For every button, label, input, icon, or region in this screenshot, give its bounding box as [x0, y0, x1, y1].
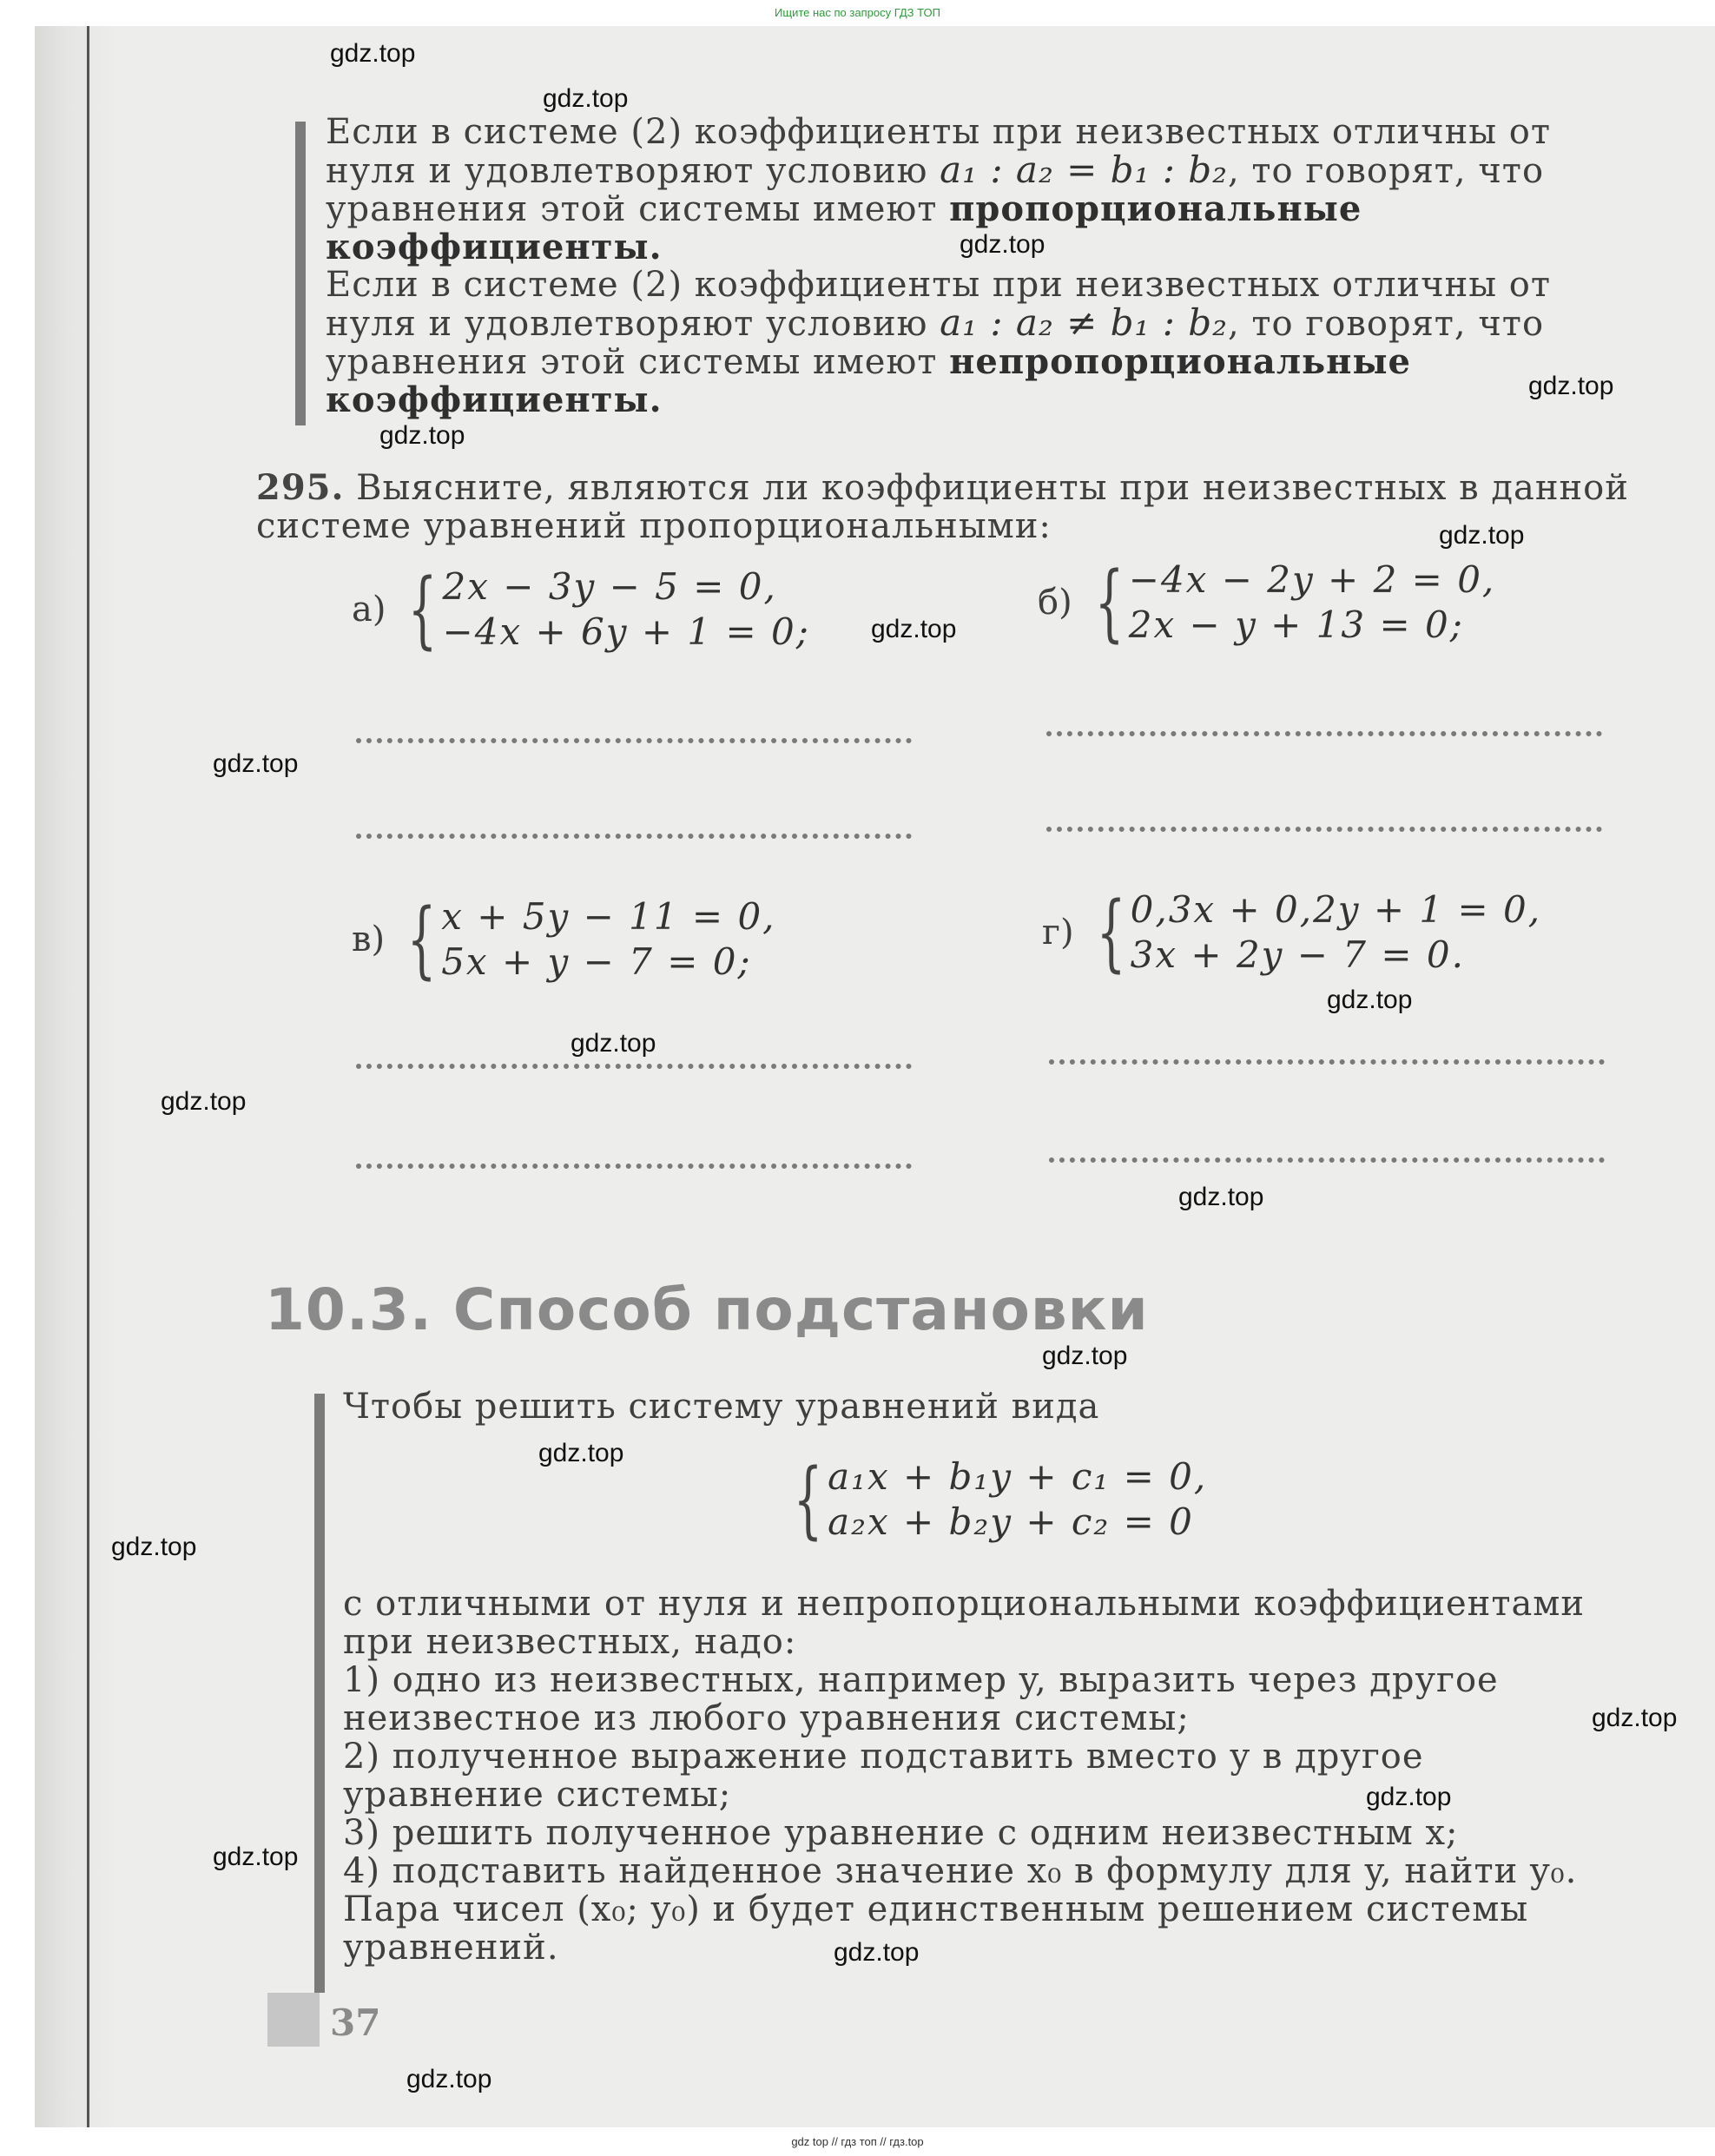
method-step-1: 1) одно из неизвестных, например y, выразить через другое неизвестное из любого уравнения системы;: [343, 1660, 1499, 1738]
answer-line[interactable]: [1049, 1059, 1605, 1065]
watermark: gdz.top: [1042, 1342, 1128, 1370]
watermark: gdz.top: [1366, 1783, 1452, 1811]
watermark: gdz.top: [1178, 1183, 1264, 1211]
watermark: gdz.top: [111, 1533, 197, 1561]
answer-line[interactable]: [356, 1164, 912, 1169]
equation: 0,3x + 0,2y + 1 = 0,: [1130, 888, 1542, 931]
page-number: 37: [330, 2001, 381, 2044]
watermark: gdz.top: [1439, 521, 1525, 550]
method-system: [782, 1451, 1208, 1548]
method-intro: Чтобы решить систему уравнений вида: [343, 1387, 1100, 1427]
equation: 3x + 2y − 7 = 0.: [1130, 933, 1465, 976]
method-conclusion: Пара чисел (x₀; y₀) и будет единственным решением системы уравнений.: [343, 1889, 1529, 1968]
equation: 2x − 3y − 5 = 0,: [442, 565, 777, 608]
watermark: gdz.top: [213, 749, 299, 778]
watermark: gdz.top: [1327, 986, 1413, 1014]
brace-icon: {: [1096, 884, 1125, 981]
system-label: б): [1038, 583, 1072, 623]
equation: a₂x + b₂y + c₂ = 0: [828, 1500, 1194, 1543]
textbook-page: [35, 26, 1715, 2127]
definition-text: Если в системе (2) коэффициенты при неизвестных отличны от нуля и удовлетворяют условию: [326, 112, 1552, 191]
task-number: 295.: [256, 467, 345, 508]
system-v: [352, 891, 776, 988]
spine-line: [87, 26, 89, 2127]
page-number-box: [267, 1993, 320, 2047]
watermark: gdz.top: [1592, 1704, 1678, 1732]
condition-formula: a₁ : a₂ ≠ b₁ : b₂: [940, 301, 1228, 344]
watermark: gdz.top: [571, 1029, 656, 1058]
answer-line[interactable]: [1046, 731, 1602, 736]
system-g: [1042, 884, 1542, 981]
bottom-notice[interactable]: gdz top // гдз топ // гдз.top: [791, 2135, 924, 2148]
watermark: gdz.top: [213, 1843, 299, 1871]
equation: x + 5y − 11 = 0,: [441, 895, 776, 938]
equation: −4x − 2y + 2 = 0,: [1128, 558, 1496, 601]
definition-text: .: [649, 379, 663, 420]
task-295: [256, 469, 1637, 545]
watermark: gdz.top: [379, 421, 465, 450]
answer-line[interactable]: [1046, 827, 1602, 832]
page-spine: [35, 26, 113, 2127]
equation: a₁x + b₁y + c₁ = 0,: [828, 1455, 1208, 1498]
definition-text: , то говорят, что уравнения этой системы имеют: [326, 304, 1545, 382]
method-steps: [343, 1585, 1628, 1967]
definition-paragraph-2: [326, 266, 1637, 419]
brace-icon: {: [793, 1451, 823, 1548]
section-title: 10.3. Способ подстановки: [265, 1276, 1149, 1343]
answer-line[interactable]: [356, 1064, 912, 1069]
definition-bar: [295, 122, 306, 425]
definition-text: .: [649, 227, 663, 267]
system-label: г): [1042, 913, 1074, 953]
definition-text: , то говорят, что уравнения этой системы имеют: [326, 151, 1545, 229]
system-label: в): [352, 920, 386, 959]
watermark: gdz.top: [161, 1087, 247, 1116]
equation: −4x + 6y + 1 = 0;: [442, 610, 810, 653]
brace-icon: {: [408, 561, 438, 658]
term-proportional: пропорциональные коэффициенты: [326, 188, 1362, 267]
system-b: [1038, 554, 1496, 651]
system-a: [352, 561, 810, 658]
watermark: gdz.top: [834, 1938, 920, 1967]
watermark: gdz.top: [543, 84, 629, 113]
definition-text: Если в системе (2) коэффициенты при неизвестных отличны от нуля и удовлетворяют условию: [326, 265, 1552, 344]
method-line: с отличными от нуля и непропорциональными коэффициентами при неизвестных, надо:: [343, 1584, 1586, 1662]
method-bar: [314, 1394, 325, 1993]
answer-line[interactable]: [356, 738, 912, 743]
brace-icon: {: [1094, 554, 1125, 651]
brace-icon: {: [406, 891, 437, 988]
task-text: Выясните, являются ли коэффициенты при неизвестных в данной системе уравнений пропорциональными:: [256, 468, 1629, 546]
system-label: а): [352, 590, 386, 630]
method-step-4: 4) подставить найденное значение x₀ в формулу для y, найти y₀.: [343, 1851, 1578, 1891]
watermark: gdz.top: [960, 230, 1045, 259]
term-nonproportional: непропорциональные коэффициенты: [326, 341, 1411, 420]
watermark: gdz.top: [330, 39, 416, 68]
condition-formula: a₁ : a₂ = b₁ : b₂: [940, 148, 1228, 191]
watermark: gdz.top: [406, 2065, 492, 2093]
watermark: gdz.top: [1528, 372, 1614, 400]
watermark: gdz.top: [871, 615, 957, 643]
watermark: gdz.top: [538, 1439, 624, 1467]
answer-line[interactable]: [356, 834, 912, 839]
answer-line[interactable]: [1049, 1157, 1605, 1163]
top-notice[interactable]: Ищите нас по запросу ГДЗ ТОП: [775, 6, 940, 19]
method-step-2: 2) полученное выражение подставить вместо y в другое уравнение системы;: [343, 1737, 1424, 1815]
method-step-3: 3) решить полученное уравнение с одним неизвестным x;: [343, 1813, 1459, 1853]
equation: 5x + y − 7 = 0;: [441, 940, 752, 983]
equation: 2x − y + 13 = 0;: [1128, 603, 1464, 646]
